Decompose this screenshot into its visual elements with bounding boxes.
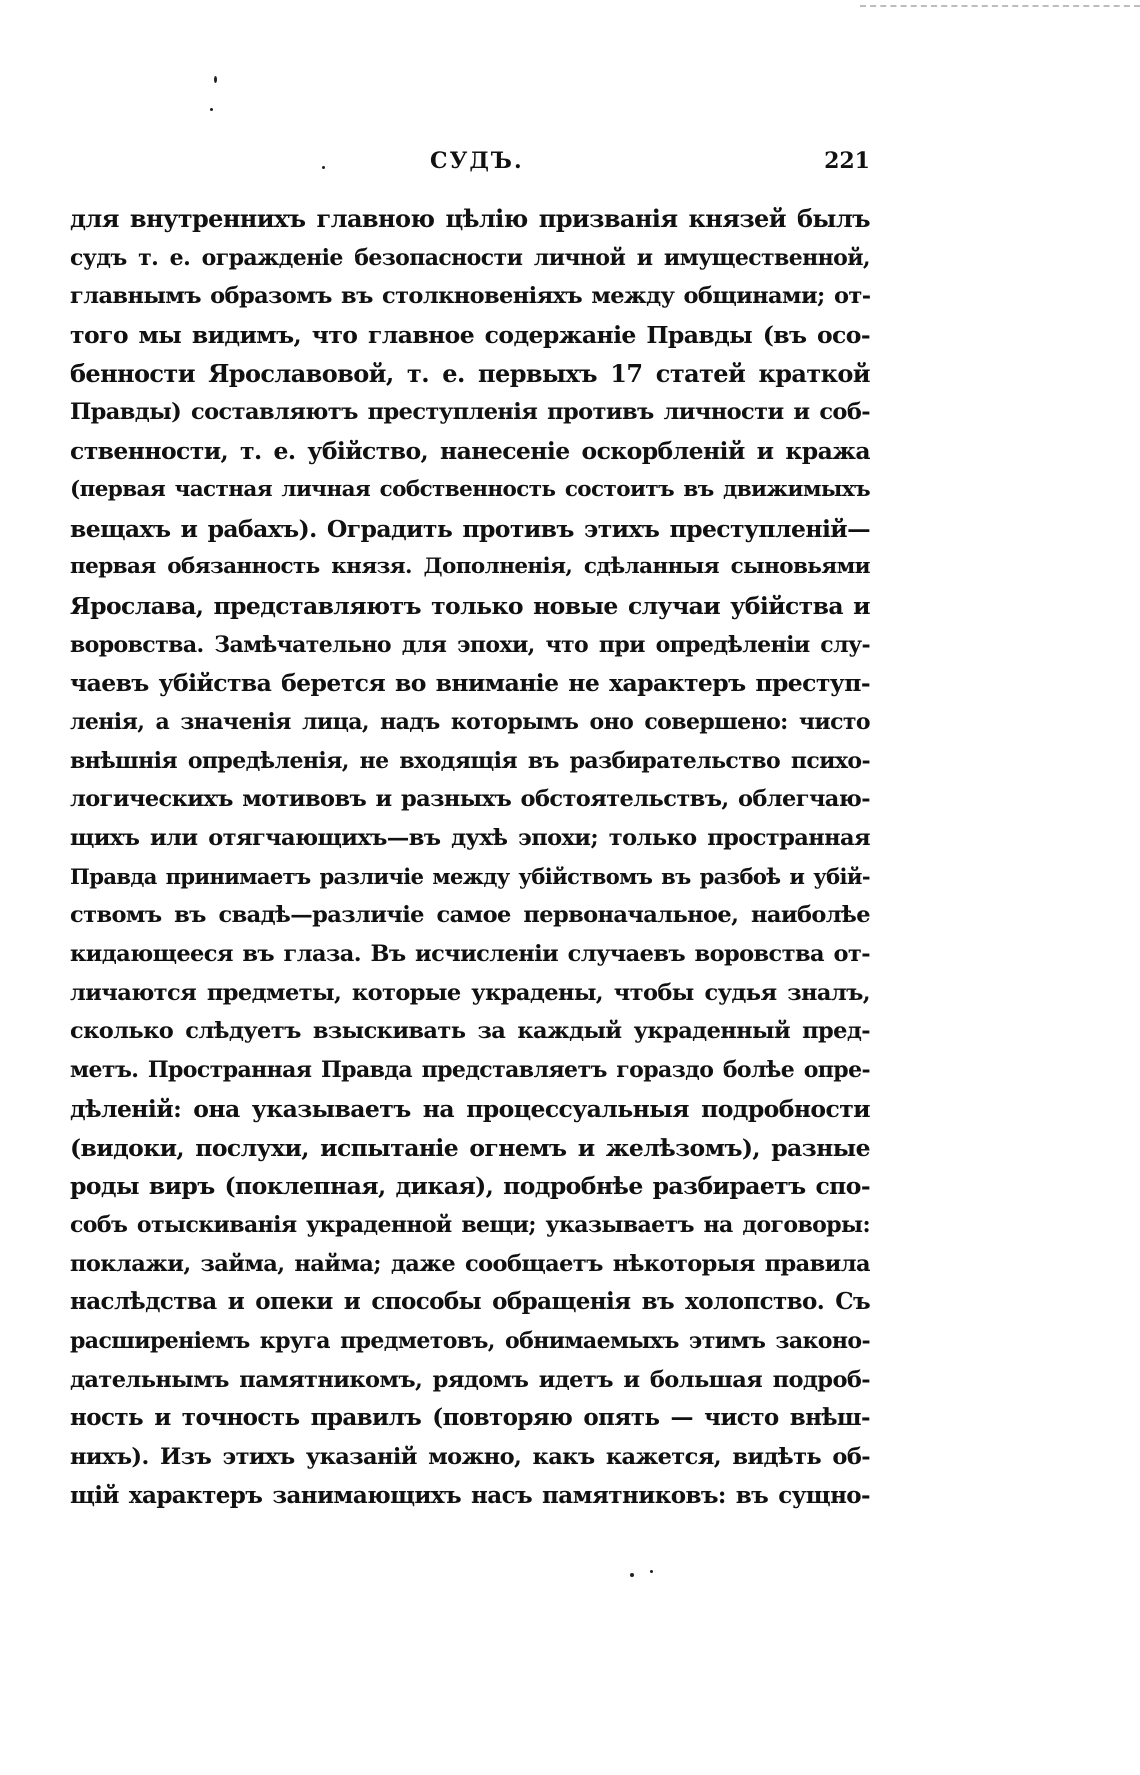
text-line: Правды) составляютъ преступленія противъ личности и соб- [70,399,870,426]
page-number: 221 [824,148,870,174]
body-text [70,200,870,1515]
text-line: внѣшнія опредѣленія, не входящія въ разбирательство психо- [70,747,870,774]
running-title: СУДЪ. [430,148,524,174]
running-head [70,148,870,178]
ink-speck [214,76,217,83]
text-line: чаевъ убійства берется во вниманіе не характеръ преступ- [70,669,870,698]
scan-edge-rule [860,5,1140,7]
text-line: для внутреннихъ главною цѣлію призванія князей былъ [70,204,870,233]
text-line: поклажи, займа, найма; даже сообщаетъ нѣкоторыя правила [70,1250,870,1277]
text-line: (видоки, послухи, испытаніе огнемъ и желѣзомъ), разные [70,1133,870,1162]
text-line: личаются предметы, которые украдены, чтобы судья зналъ, [70,979,870,1006]
text-line: ленія, а значенія лица, надъ которымъ оно совершено: чисто [70,708,870,735]
text-line: наслѣдства и опеки и способы обращенія въ холопство. Съ [70,1288,870,1316]
text-line: того мы видимъ, что главное содержаніе Правды (въ осо- [70,321,870,350]
text-line: воровства. Замѣчательно для эпохи, что при опредѣленіи слу- [70,631,870,658]
text-line: Правда принимаетъ различіе между убійствомъ въ разбоѣ и убій- [70,863,870,889]
text-line: (первая частная личная собственность состоитъ въ движимыхъ [70,476,870,502]
text-line: роды виръ (поклепная, дикая), подробнѣе разбираетъ спо- [70,1172,870,1201]
text-line: собъ отыскиванія украденной вещи; указываетъ на договоры: [70,1211,870,1238]
text-line: щихъ или отягчающихъ—въ духѣ эпохи; только пространная [70,825,870,851]
text-line: ность и точность правилъ (повторяю опять — чисто внѣш- [70,1404,870,1432]
ink-speck [630,1573,634,1577]
text-line: ственности, т. е. убійство, нанесеніе оскорбленій и кража [70,437,870,466]
text-line: вещахъ и рабахъ). Оградить противъ этихъ преступленій— [70,514,870,543]
ink-speck [650,1570,653,1573]
text-line: логическихъ мотивовъ и разныхъ обстоятельствъ, облегчаю- [70,786,870,813]
text-line: первая обязанность князя. Дополненія, сдѣланныя сыновьями [70,554,870,580]
text-line: нихъ). Изъ этихъ указаній можно, какъ кажется, видѣть об- [70,1444,870,1470]
text-line: кидающееся въ глаза. Въ исчисленіи случаевъ воровства от- [70,941,870,968]
text-line: бенности Ярославовой, т. е. первыхъ 17 статей краткой [70,358,870,388]
text-line: главнымъ образомъ въ столкновеніяхъ между общинами; от- [70,283,870,310]
text-line: дѣленій: она указываетъ на процессуальныя подробности [70,1094,870,1123]
text-line: ствомъ въ свадѣ—различіе самое первоначальное, наиболѣе [70,902,870,929]
text-line: метъ. Пространная Правда представляетъ гораздо болѣе опре- [70,1057,870,1084]
text-line: судъ т. е. огражденіе безопасности личной и имущественной, [70,244,870,271]
ink-speck [210,108,213,111]
text-line: расширеніемъ круга предметовъ, обнимаемыхъ этимъ законо- [70,1327,870,1354]
text-line: дательнымъ памятникомъ, рядомъ идетъ и большая подроб- [70,1366,870,1393]
text-line: сколько слѣдуетъ взыскивать за каждый украденный пред- [70,1018,870,1045]
text-line: щій характеръ занимающихъ насъ памятниковъ: въ сущно- [70,1481,870,1509]
text-line: Ярослава, представляютъ только новые случаи убійства и [70,591,870,620]
